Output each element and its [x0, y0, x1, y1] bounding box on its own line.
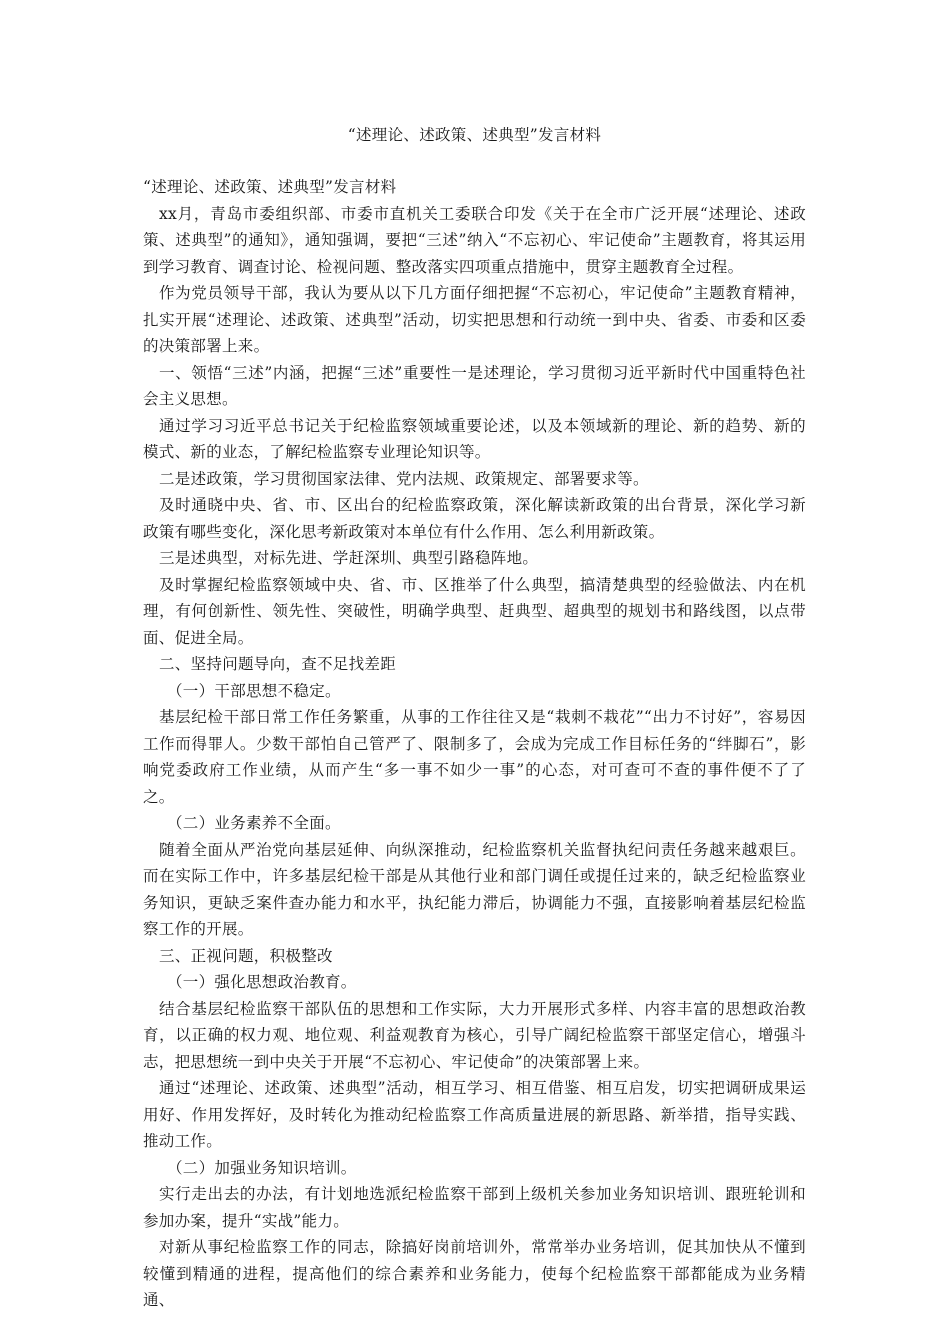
paragraph-heading: “述理论、述政策、述典型”发言材料: [143, 178, 397, 196]
paragraph: 及时掌握纪检监察领域中央、省、市、区推举了什么典型，搞清楚典型的经验做法、内在机理，有何创新性、领先性、突破性，明确学典型、赶典型、超典型的规划书和路线图，以点带面、促进全局。: [143, 575, 806, 647]
section-heading: 二、坚持问题导向，查不足找差距: [159, 655, 397, 673]
paragraph: 对新从事纪检监察工作的同志，除搞好岗前培训外，常常举办业务培训，促其加快从不懂到较懂到精通的进程，提高他们的综合素养和业务能力，使每个纪检监察干部都能成为业务精通、: [143, 1238, 806, 1309]
paragraph: 作为党员领导干部，我认为要从以下几方面仔细把握“不忘初心，牢记使命”主题教育精神，扎实开展“述理论、述政策、述典型”活动，切实把思想和行动统一到中央、省委、市委和区委的决策部署上来。: [143, 284, 806, 355]
paragraph: 通过“述理论、述政策、述典型”活动，相互学习、相互借鉴、相互启发，切实把调研成果运用好、作用发挥好，及时转化为推动纪检监察工作高质量进展的新思路、新举措，指导实践、推动工作。: [143, 1079, 806, 1150]
subsection-heading: （二）业务素养不全面。: [167, 814, 341, 832]
section-heading: 三、正视问题，积极整改: [159, 946, 333, 965]
paragraph: 及时通晓中央、省、市、区出台的纪检监察政策，深化解读新政策的出台背景，深化学习新政策有哪些变化，深化思考新政策对本单位有什么作用、怎么利用新政策。: [143, 496, 806, 541]
paragraph: xx月，青岛市委组织部、市委市直机关工委联合印发《关于在全市广泛开展“述理论、述政策、述典型”的通知》，通知强调，要把“三述”纳入“不忘初心、牢记使命”主题教育，将其运用到学习教育、调查讨论、检视问题、整改落实四项重点措施中，贯穿主题教育全过程。: [143, 204, 806, 276]
paragraph: 三是述典型，对标先进、学赶深圳、典型引路稳阵地。: [159, 549, 539, 567]
subsection-heading: （二）加强业务知识培训。: [167, 1158, 357, 1177]
document-title: “述理论、述政策、述典型”发言材料: [347, 126, 602, 144]
paragraph: 二是述政策，学习贯彻国家法律、党内法规、政策规定、部署要求等。: [159, 469, 649, 488]
paragraph: 一、领悟“三述”内涵，把握“三述”重要性一是述理论，学习贯彻习近平新时代中国重特色社会主义思想。: [143, 363, 806, 408]
paragraph: 实行走出去的办法，有计划地选派纪检监察干部到上级机关参加业务知识培训、跟班轮训和参加办案，提升“实战”能力。: [143, 1185, 806, 1230]
paragraph: 随着全面从严治党向基层延伸、向纵深推动，纪检监察机关监督执纪问责任务越来越艰巨。而在实际工作中，许多基层纪检干部是从其他行业和部门调任或提任过来的，缺乏纪检监察业务知识，更缺乏案件查办能力和水平，执纪能力滞后，协调能力不强，直接影响着基层纪检监察工作的开展。: [143, 840, 806, 938]
paragraph: 基层纪检干部日常工作任务繁重，从事的工作往往又是“栽刺不栽花”“出力不讨好”，容易因工作而得罪人。少数干部怕自己管严了、限制多了，会成为完成工作目标任务的“绊脚石”，影响党委政府工作业绩，从而产生“多一事不如少一事”的心态，对可查可不查的事件便不了了之。: [143, 708, 806, 806]
subsection-heading: （一）干部思想不稳定。: [167, 681, 341, 700]
paragraph: 通过学习习近平总书记关于纪检监察领域重要论述，以及本领域新的理论、新的趋势、新的模式、新的业态，了解纪检监察专业理论知识等。: [143, 416, 806, 461]
document-page: [143, 122, 806, 1314]
subsection-heading: （一）强化思想政治教育。: [167, 973, 357, 991]
paragraph: 结合基层纪检监察干部队伍的思想和工作实际，大力开展形式多样、内容丰富的思想政治教育，以正确的权力观、地位观、利益观教育为核心，引导广阔纪检监察干部坚定信心，增强斗志，把思想统一到中央关于开展“不忘初心、牢记使命”的决策部署上来。: [143, 999, 806, 1071]
